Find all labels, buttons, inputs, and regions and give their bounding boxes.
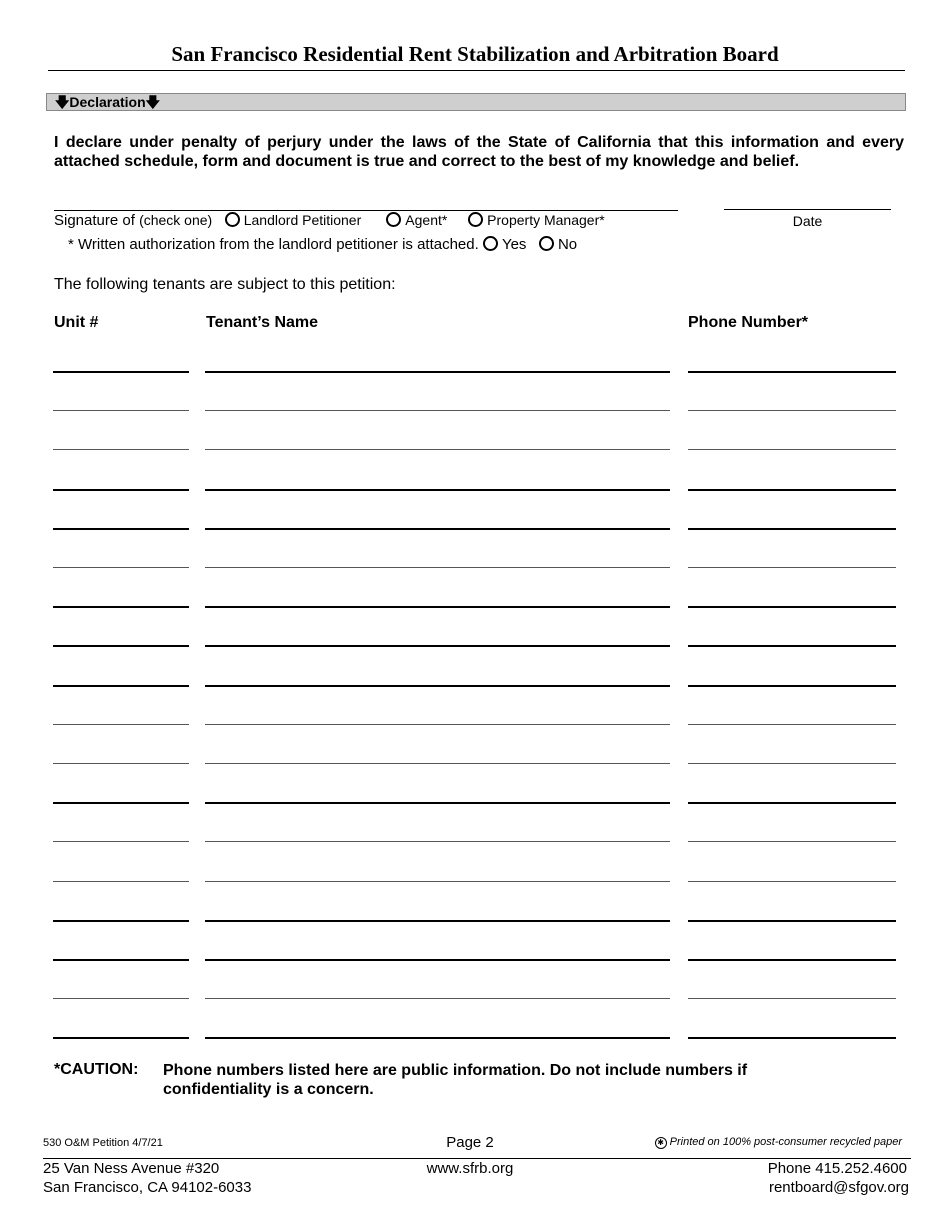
authorization-text: * Written authorization from the landlord petitioner is attached. <box>68 236 479 253</box>
unit-field[interactable] <box>53 606 189 608</box>
radio-icon[interactable] <box>483 236 498 251</box>
tenant-name-field[interactable] <box>205 567 670 568</box>
tenant-name-field[interactable] <box>205 606 670 608</box>
date-line[interactable] <box>724 209 891 210</box>
footer-divider <box>43 1158 911 1159</box>
recycle-icon: ✱ <box>655 1137 667 1149</box>
email-link[interactable]: rentboard@sfgov.org <box>768 1179 909 1196</box>
radio-icon[interactable] <box>468 212 483 227</box>
unit-field[interactable] <box>53 1037 189 1039</box>
option-auth-yes[interactable]: Yes <box>483 236 526 253</box>
radio-icon[interactable] <box>386 212 401 227</box>
phone-field[interactable] <box>688 1037 896 1039</box>
unit-field[interactable] <box>53 802 189 804</box>
unit-field[interactable] <box>53 410 189 411</box>
tenant-name-field[interactable] <box>205 1037 670 1039</box>
phone-field[interactable] <box>688 449 896 450</box>
unit-field[interactable] <box>53 724 189 725</box>
unit-field[interactable] <box>53 489 189 491</box>
tenant-name-field[interactable] <box>205 489 670 491</box>
tenant-name-field[interactable] <box>205 645 670 647</box>
column-header-phone: Phone Number* <box>688 314 809 331</box>
tenant-name-field[interactable] <box>205 959 670 961</box>
unit-field[interactable] <box>53 959 189 961</box>
unit-field[interactable] <box>53 998 189 999</box>
tenant-name-field[interactable] <box>205 410 670 411</box>
phone-field[interactable] <box>688 489 896 491</box>
signature-hint: (check one) <box>139 212 213 228</box>
page-title: San Francisco Residential Rent Stabilization and Arbitration Board <box>171 42 779 66</box>
tenant-name-field[interactable] <box>205 449 670 450</box>
unit-field[interactable] <box>53 449 189 450</box>
unit-field[interactable] <box>53 763 189 764</box>
address-line-2: San Francisco, CA 94102-6033 <box>43 1179 252 1196</box>
unit-field[interactable] <box>53 371 189 373</box>
radio-icon[interactable] <box>539 236 554 251</box>
title-divider <box>48 70 905 71</box>
tenant-name-field[interactable] <box>205 371 670 373</box>
phone-field[interactable] <box>688 802 896 804</box>
column-header-unit: Unit # <box>54 314 99 331</box>
date-label: Date <box>792 213 823 229</box>
website-link[interactable]: www.sfrb.org <box>426 1160 514 1177</box>
unit-field[interactable] <box>53 645 189 647</box>
phone-field[interactable] <box>688 959 896 961</box>
recycled-note: ✱ Printed on 100% post-consumer recycled paper <box>655 1136 902 1149</box>
tenant-name-field[interactable] <box>205 920 670 922</box>
address-line-1: 25 Van Ness Avenue #320 <box>43 1160 220 1177</box>
phone-field[interactable] <box>688 998 896 999</box>
option-agent[interactable]: Agent* <box>386 212 447 229</box>
caution-text: Phone numbers listed here are public information. Do not include numbers if confidentiality is a concern. <box>163 1062 748 1098</box>
tenant-name-field[interactable] <box>205 802 670 804</box>
option-landlord-petitioner[interactable]: Landlord Petitioner <box>225 212 362 229</box>
radio-icon[interactable] <box>225 212 240 227</box>
tenant-name-field[interactable] <box>205 724 670 725</box>
signature-line[interactable] <box>54 210 678 211</box>
tenants-intro: The following tenants are subject to this petition: <box>54 276 396 293</box>
phone-field[interactable] <box>688 763 896 764</box>
signature-label: Signature of <box>54 212 135 229</box>
tenant-name-field[interactable] <box>205 841 670 842</box>
option-property-manager[interactable]: Property Manager* <box>468 212 605 229</box>
phone-field[interactable] <box>688 528 896 530</box>
phone-field[interactable] <box>688 371 896 373</box>
phone-number: Phone 415.252.4600 <box>767 1160 907 1177</box>
declaration-text: I declare under penalty of perjury under the laws of the State of California that this information and every attached schedule, form and document is true and correct to the best of my knowledge and belief. <box>54 134 904 170</box>
phone-field[interactable] <box>688 881 896 882</box>
phone-field[interactable] <box>688 645 896 647</box>
phone-field[interactable] <box>688 724 896 725</box>
phone-field[interactable] <box>688 920 896 922</box>
phone-field[interactable] <box>688 841 896 842</box>
page-number: Page 2 <box>446 1134 494 1151</box>
form-id: 530 O&M Petition 4/7/21 <box>43 1137 163 1149</box>
unit-field[interactable] <box>53 528 189 530</box>
tenant-name-field[interactable] <box>205 998 670 999</box>
tenant-name-field[interactable] <box>205 881 670 882</box>
unit-field[interactable] <box>53 841 189 842</box>
phone-field[interactable] <box>688 410 896 411</box>
section-header-declaration: 🡇Declaration🡇 <box>46 93 906 111</box>
signature-row <box>54 212 605 229</box>
phone-field[interactable] <box>688 567 896 568</box>
tenant-name-field[interactable] <box>205 763 670 764</box>
tenant-name-field[interactable] <box>205 685 670 687</box>
option-auth-no[interactable]: No <box>539 236 577 253</box>
unit-field[interactable] <box>53 920 189 922</box>
caution-label: *CAUTION: <box>54 1061 139 1078</box>
phone-field[interactable] <box>688 685 896 687</box>
column-header-tenant-name: Tenant’s Name <box>206 314 319 331</box>
phone-field[interactable] <box>688 606 896 608</box>
unit-field[interactable] <box>53 685 189 687</box>
unit-field[interactable] <box>53 881 189 882</box>
unit-field[interactable] <box>53 567 189 568</box>
authorization-row <box>68 236 577 253</box>
tenant-name-field[interactable] <box>205 528 670 530</box>
